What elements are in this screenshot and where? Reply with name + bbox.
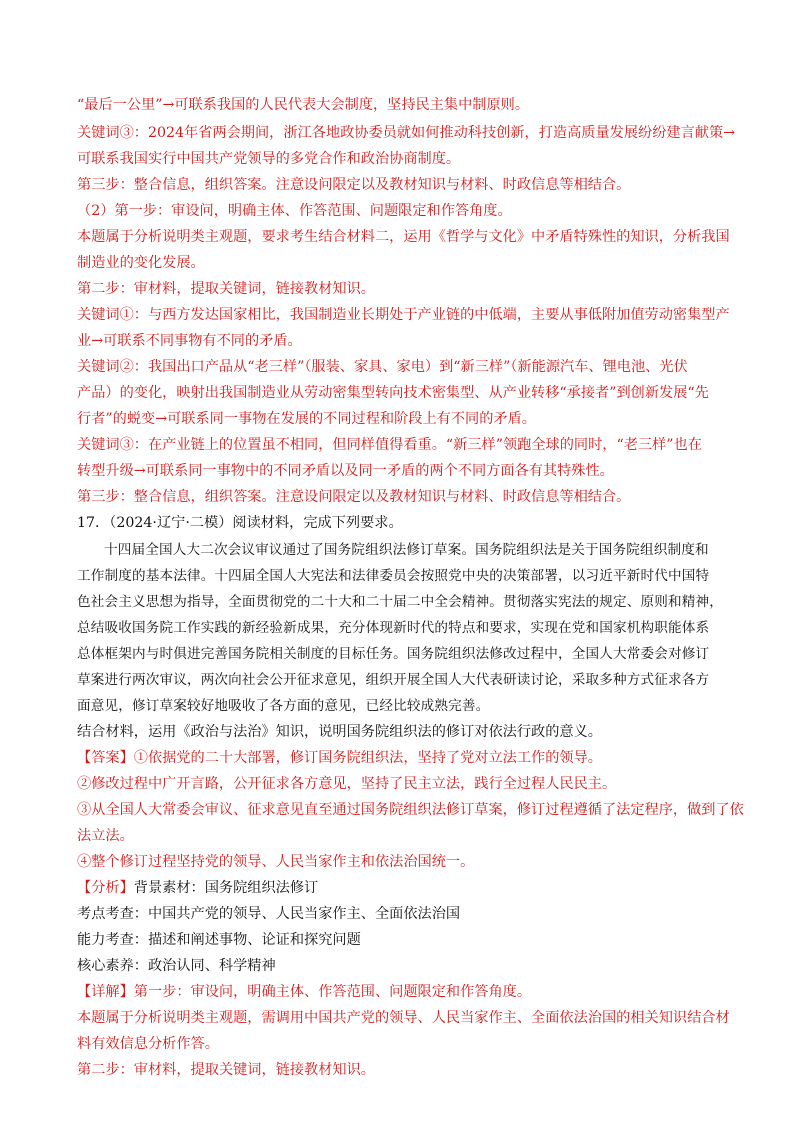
analysis-line: 考点考查：中国共产党的领导、人民当家作主、全面依法治国 xyxy=(77,906,461,922)
answer-line: ②修改过程中广开言路，公开征求各方意见，坚持了民主立法，践行全过程人民民主。 xyxy=(77,776,617,792)
material-line: 总结吸收国务院工作实践的新经验新成果，充分体现新时代的特点和要求，实现在党和国家机构职能体系 xyxy=(77,620,710,636)
text-line: 关键词②：我国出口产品从“老三样”（服装、家具、家电）到“新三样”（新能源汽车、锂电池、光伏 xyxy=(77,359,688,375)
explanation-line: 第二步：审材料，提取关键词，链接教材知识。 xyxy=(77,1062,375,1078)
text-line: 行者”的蜕变→可联系同一事物在发展的不同过程和阶段上有不同的矛盾。 xyxy=(77,411,536,427)
text-line: （2）第一步：审设问，明确主体、作答范围、问题限定和作答角度。 xyxy=(77,203,512,219)
answer-line: ③从全国人大常委会审议、征求意见直至通过国务院组织法修订草案，修订过程遵循了法定程序，做到了依 xyxy=(77,802,744,818)
analysis-line xyxy=(77,877,727,899)
text-line: 第三步：整合信息，组织答案。注意设问限定以及教材知识与材料、时政信息等相结合。 xyxy=(77,489,631,505)
text-line: 转型升级→可联系同一事物中的不同矛盾以及同一矛盾的两个不同方面各有其特殊性。 xyxy=(77,463,614,479)
text-line: 关键词③：在产业链上的位置虽不相同，但同样值得看重。“新三样”领跑全球的同时，“老三样”也在 xyxy=(77,437,702,453)
question-heading: 17．（2024·辽宁·二模）阅读材料，完成下列要求。 xyxy=(77,515,403,531)
answer-line: 【答案】①依据党的二十大部署，修订国务院组织法，坚持了党对立法工作的领导。 xyxy=(77,750,602,766)
analysis-line: 能力考查：描述和阐述事物、论证和探究问题 xyxy=(77,932,361,948)
text-line: 本题属于分析说明类主观题，要求考生结合材料二，运用《哲学与文化》中矛盾特殊性的知识，分析我国 xyxy=(77,229,730,245)
text-line: 产品）的变化，映射出我国制造业从劳动密集型转向技术密集型、从产业转移“承接者”到创新发展“先 xyxy=(77,385,709,401)
text-line: 业→可联系不同事物有不同的矛盾。 xyxy=(77,333,302,349)
text-line: 可联系我国实行中国共产党领导的多党合作和政治协商制度。 xyxy=(77,151,461,167)
explanation-line xyxy=(77,981,727,1003)
analysis-tag: 【分析】 xyxy=(77,880,134,896)
material-line: 总体框架内与时俱进完善国务院相关制度的目标任务。国务院组织法修改过程中，全国人大常委会对修订 xyxy=(77,646,710,662)
text-line: 关键词③：2024年省两会期间，浙江各地政协委员就如何推动科技创新，打造高质量发展纷纷建言献策→ xyxy=(77,125,736,141)
material-line: 色社会主义思想为指导，全面贯彻党的二十大和二十届二中全会精神。贯彻落实宪法的规定、原则和精神， xyxy=(77,594,723,610)
material-line: 草案进行两次审议，两次向社会公开征求意见，组织开展全国人大代表研读讨论，采取多种方式征求各方 xyxy=(77,672,710,688)
material-line: 十四届全国人大二次会议审议通过了国务院组织法修订草案。国务院组织法是关于国务院组织制度和 xyxy=(104,542,709,558)
question-prompt: 结合材料，运用《政治与法治》知识，说明国务院组织法的修订对依法行政的意义。 xyxy=(77,724,602,740)
analysis-text: 背景素材：国务院组织法修订 xyxy=(133,880,319,896)
text-line: 第二步：审材料，提取关键词，链接教材知识。 xyxy=(77,281,375,297)
answer-line: 法立法。 xyxy=(77,828,134,844)
material-line: 面意见，修订草案较好地吸收了各方面的意见，已经比较成熟完善。 xyxy=(77,698,490,714)
explanation-text: 第一步：审设问，明确主体、作答范围、问题限定和作答角度。 xyxy=(133,984,532,1000)
text-line: 第三步：整合信息，组织答案。注意设问限定以及教材知识与材料、时政信息等相结合。 xyxy=(77,177,631,193)
explanation-line: 料有效信息分析作答。 xyxy=(77,1036,219,1052)
material-line: 工作制度的基本法律。十四届全国人大宪法和法律委员会按照党中央的决策部署，以习近平新时代中国特 xyxy=(77,568,710,584)
text-line: “最后一公里”→可联系我国的人民代表大会制度，坚持民主集中制原则。 xyxy=(77,97,530,113)
text-line: 制造业的变化发展。 xyxy=(77,255,205,271)
answer-line: ④整个修订过程坚持党的领导、人民当家作主和依法治国统一。 xyxy=(77,854,475,870)
explanation-tag: 【详解】 xyxy=(77,984,134,1000)
text-line: 关键词①：与西方发达国家相比，我国制造业长期处于产业链的中低端，主要从事低附加值劳动密集型产 xyxy=(77,307,730,323)
explanation-line: 本题属于分析说明类主观题，需调用中国共产党的领导、人民当家作主、全面依法治国的相关知识结合材 xyxy=(77,1010,730,1026)
analysis-line: 核心素养：政治认同、科学精神 xyxy=(77,958,276,974)
